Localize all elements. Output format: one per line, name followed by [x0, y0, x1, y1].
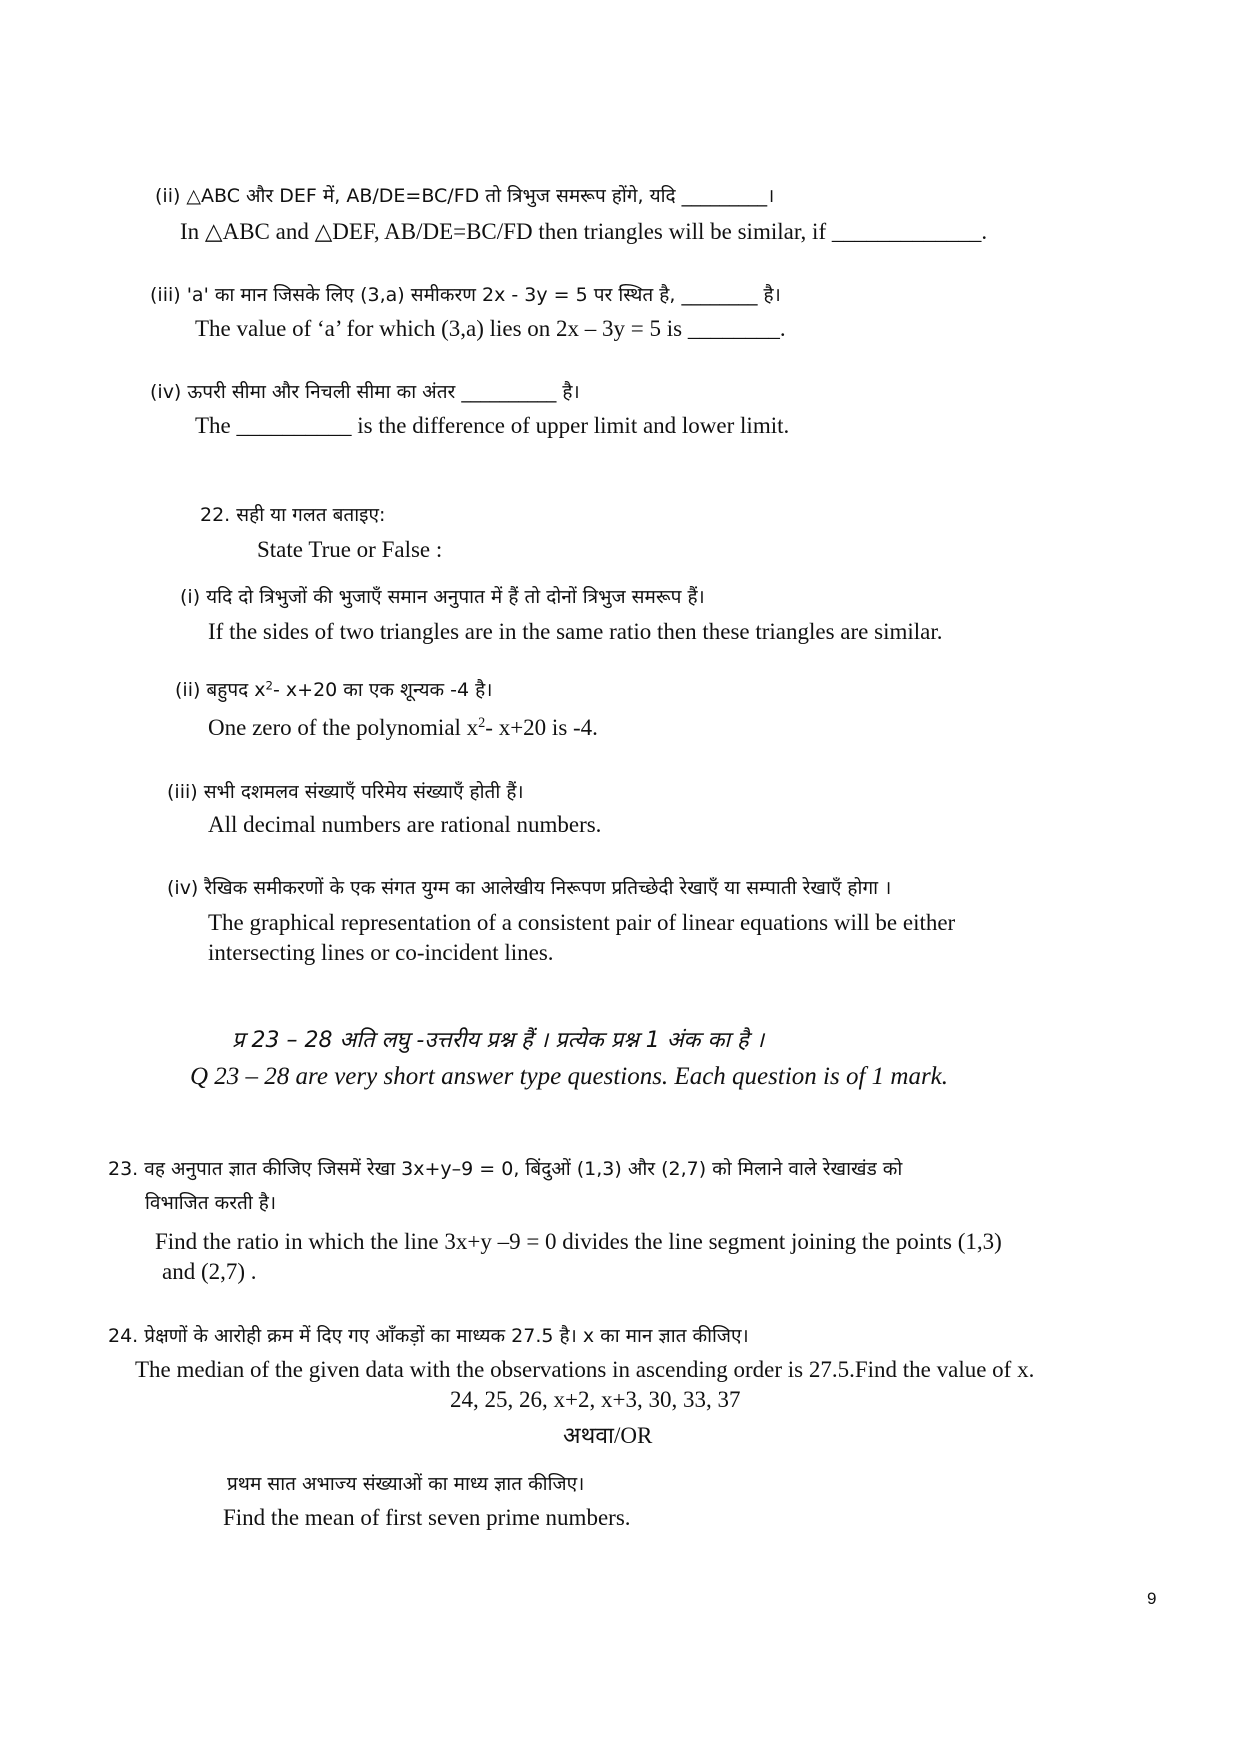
fill-blank-ii-hindi: (ii) △ABC और DEF में, AB/DE=BC/FD तो त्रिभुज समरूप होंगे, यदि _________। [155, 185, 775, 207]
or-separator: अथवा/OR [563, 1423, 653, 1448]
q22-ii-english-pre: One zero of the polynomial x [208, 715, 479, 740]
q24-hindi: 24. प्रेक्षणों के आरोही क्रम में दिए गए आँकड़ों का माध्यक 27.5 है। x का मान ज्ञात कीजिए। [108, 1325, 749, 1347]
q22-heading-hindi: 22. सही या गलत बताइए: [200, 504, 386, 526]
q22-iv-english-line1: The graphical representation of a consistent pair of linear equations will be either [208, 910, 956, 935]
fill-blank-iv-hindi: (iv) ऊपरी सीमा और निचली सीमा का अंतर __________ है। [150, 381, 580, 403]
q22-ii-hindi-post: - x+20 का एक शून्यक -4 है। [273, 679, 493, 701]
q23-hindi-line2: विभाजित करती है। [145, 1192, 277, 1214]
fill-blank-iii-english: The value of ‘a’ for which (3,a) lies on 2x – 3y = 5 is ________. [195, 316, 786, 341]
q23-english-line2: and (2,7) . [162, 1259, 257, 1284]
fill-blank-iii-hindi: (iii) 'a' का मान जिसके लिए (3,a) समीकरण 2x - 3y = 5 पर स्थित है, ________ है। [150, 284, 781, 306]
section-heading-hindi: प्र 23 – 28 अति लघु -उत्तरीय प्रश्न हैं । प्रत्येक प्रश्न 1 अंक का है । [232, 1028, 765, 1053]
page-number: 9 [1147, 1589, 1157, 1608]
q22-ii-english-post: - x+20 is -4. [485, 715, 598, 740]
q22-iii-english: All decimal numbers are rational numbers. [208, 812, 602, 837]
q22-i-english: If the sides of two triangles are in the same ratio then these triangles are similar. [208, 619, 943, 644]
q22-ii-hindi-sup: 2 [265, 678, 274, 693]
fill-blank-iv-english: The __________ is the difference of upper limit and lower limit. [195, 413, 790, 438]
section-heading-english: Q 23 – 28 are very short answer type questions. Each question is of 1 mark. [190, 1063, 949, 1090]
q22-iii-hindi: (iii) सभी दशमलव संख्याएँ परिमेय संख्याएँ होती हैं। [167, 781, 524, 803]
q22-ii-english [208, 715, 598, 740]
q22-heading-english: State True or False : [257, 537, 443, 562]
q22-i-hindi: (i) यदि दो त्रिभुजों की भुजाएँ समान अनुपात में हैं तो दोनों त्रिभुज समरूप हैं। [180, 586, 705, 608]
fill-blank-ii-english: In △ABC and △DEF, AB/DE=BC/FD then triangles will be similar, if _____________. [180, 219, 988, 244]
q22-ii-hindi-pre: (ii) बहुपद x [175, 679, 266, 701]
q24-alt-english: Find the mean of first seven prime numbers. [223, 1505, 631, 1530]
q24-english: The median of the given data with the observations in ascending order is 27.5.Find the value of x. [135, 1357, 1035, 1382]
q23-english-line1: Find the ratio in which the line 3x+y –9 = 0 divides the line segment joining the points (1,3) [155, 1229, 1002, 1254]
q22-ii-hindi [175, 680, 492, 701]
q23-hindi-line1: 23. वह अनुपात ज्ञात कीजिए जिसमें रेखा 3x+y–9 = 0, बिंदुओं (1,3) और (2,7) को मिलाने वाले रेखाखंड को [108, 1158, 903, 1180]
q22-ii-english-sup: 2 [478, 715, 486, 732]
q22-iv-english-line2: intersecting lines or co-incident lines. [208, 940, 554, 965]
q24-data-values: 24, 25, 26, x+2, x+3, 30, 33, 37 [450, 1387, 741, 1412]
q24-alt-hindi: प्रथम सात अभाज्य संख्याओं का माध्य ज्ञात कीजिए। [227, 1473, 585, 1495]
q22-iv-hindi: (iv) रैखिक समीकरणों के एक संगत युग्म का आलेखीय निरूपण प्रतिच्छेदी रेखाएँ या सम्पाती रेखाएँ होगा । [167, 877, 892, 899]
